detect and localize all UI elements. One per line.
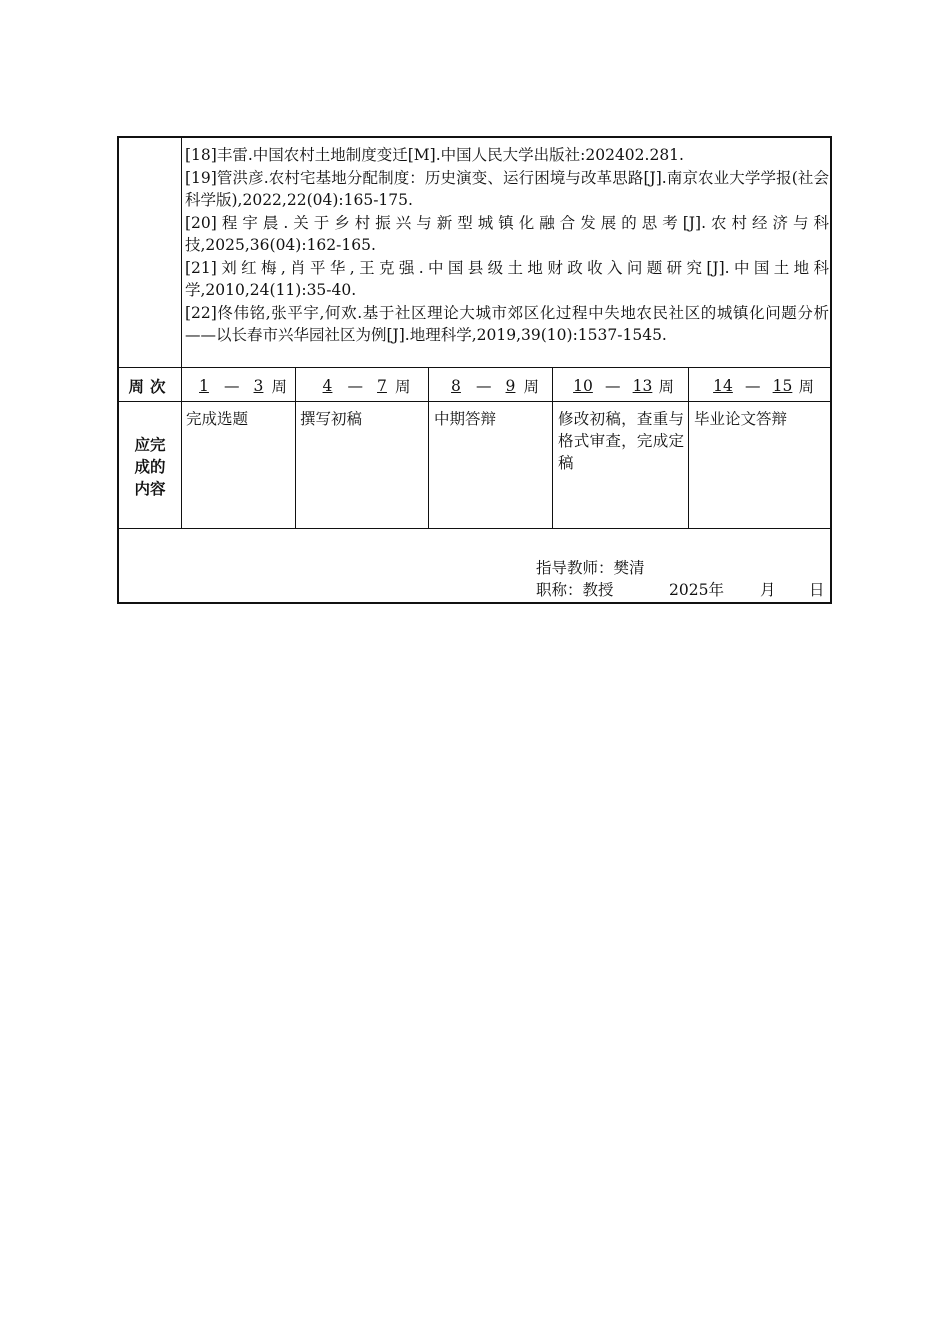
day-unit: 日 — [809, 581, 825, 599]
content-label-line: 成的 — [134, 458, 166, 476]
week-dash: — — [223, 377, 240, 395]
week-unit: 周 — [523, 378, 539, 396]
week-unit: 周 — [271, 378, 287, 396]
week-dash: — — [744, 377, 761, 395]
week-dash: — — [475, 377, 492, 395]
week-range-3 — [429, 371, 552, 401]
reference-item: [18]丰雷.中国农村土地制度变迁[M].中国人民大学出版社:202402.281. — [185, 146, 684, 164]
advisor-label: 指导教师： — [536, 559, 614, 577]
title-label: 职称： — [536, 581, 583, 599]
reference-item: [19]管洪彦.农村宅基地分配制度：历史演变、运行困境与改革思路[J].南京农业大学学报(社会科学版),2022,22(04):165-175. — [185, 168, 829, 209]
week-end: 7 — [377, 377, 387, 395]
week-end: 3 — [253, 377, 264, 395]
task-text: 中期答辩 — [434, 410, 497, 428]
task-text: 完成选题 — [186, 410, 249, 428]
title-value: 教授 — [582, 581, 614, 599]
week-dash: — — [347, 377, 363, 395]
week-start: 10 — [573, 377, 593, 395]
reference-list — [185, 144, 829, 347]
task-text: 修改初稿，查重与格式审查，完成定稿 — [558, 410, 684, 472]
task-table — [117, 136, 832, 604]
signature-year — [669, 579, 724, 601]
week-unit: 周 — [798, 378, 814, 396]
row-divider — [119, 528, 830, 529]
advisor-name: 樊清 — [613, 559, 645, 577]
advisor-line — [536, 557, 645, 579]
week-end: 15 — [772, 377, 793, 395]
week-label: 周次 — [128, 378, 172, 396]
week-end: 13 — [632, 377, 653, 395]
year-unit: 年 — [708, 581, 724, 599]
content-label-line: 应完 — [134, 436, 166, 454]
week-unit: 周 — [394, 378, 411, 396]
week-start: 1 — [199, 377, 209, 395]
reference-item: [21]刘红梅,肖平华,王克强.中国县级土地财政收入问题研究[J].中国土地科学,2010,24(11):35-40. — [185, 258, 829, 299]
content-label — [119, 434, 181, 500]
week-range-4 — [553, 371, 688, 401]
reference-item: [22]佟伟铭,张平宇,何欢.基于社区理论大城市郊区化过程中失地农民社区的城镇化问题分析——以长春市兴华园社区为例[J].地理科学,2019,39(10):1537-1545. — [185, 303, 829, 344]
month-unit: 月 — [760, 581, 776, 599]
title-label-line — [536, 579, 614, 601]
row-divider — [119, 367, 830, 368]
week-dash: — — [604, 377, 621, 395]
week-range-5 — [689, 371, 832, 401]
task-text: 撰写初稿 — [300, 410, 363, 428]
week-start: 8 — [451, 377, 461, 395]
week-start: 14 — [713, 377, 733, 395]
week-start: 4 — [322, 377, 333, 395]
row-divider — [119, 401, 830, 402]
column-divider — [181, 138, 182, 528]
week-range-2 — [296, 371, 428, 401]
reference-item: [20]程宇晨.关于乡村振兴与新型城镇化融合发展的思考[J].农村经济与科技,2025,36(04):162-165. — [185, 213, 829, 254]
week-range-1 — [182, 371, 295, 401]
week-unit: 周 — [658, 378, 674, 396]
week-end: 9 — [505, 377, 516, 395]
content-label-line: 内容 — [134, 480, 166, 498]
year-value: 2025 — [669, 581, 709, 599]
task-text: 毕业论文答辩 — [694, 410, 788, 428]
